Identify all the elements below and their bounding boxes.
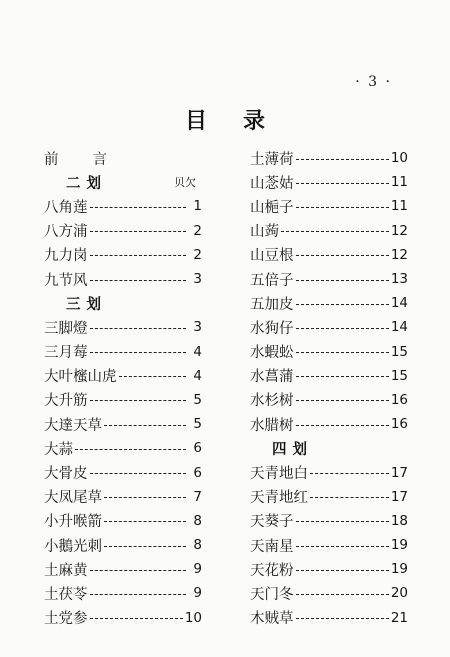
leader-dashes bbox=[90, 618, 183, 619]
toc-entry-page: 11 bbox=[390, 198, 408, 215]
toc-entry-page: 19 bbox=[390, 561, 408, 578]
leader-dashes bbox=[90, 400, 187, 401]
toc-entry-name: 山梔子 bbox=[250, 199, 294, 216]
toc-entry-page: 13 bbox=[390, 271, 408, 288]
toc-entry bbox=[250, 315, 408, 339]
toc-entry bbox=[250, 194, 408, 218]
leader-dashes bbox=[296, 521, 389, 522]
toc-left-column bbox=[44, 146, 202, 630]
toc-entry-name: 土薄荷 bbox=[250, 151, 294, 168]
toc-entry bbox=[250, 364, 408, 388]
toc-entry-name: 土党参 bbox=[44, 611, 88, 628]
leader-dashes bbox=[296, 546, 389, 547]
leader-dashes bbox=[296, 304, 389, 305]
toc-entry-page: 5 bbox=[193, 416, 202, 433]
toc-entry-page: 18 bbox=[390, 512, 408, 529]
toc-entry-name: 天青地红 bbox=[250, 490, 308, 507]
toc-entry-page: 5 bbox=[193, 391, 202, 408]
toc-entry-page: 2 bbox=[193, 222, 202, 239]
toc-preface-entry bbox=[44, 146, 202, 170]
toc-entry-page: 4 bbox=[193, 367, 202, 384]
toc-entry bbox=[250, 170, 408, 194]
toc-entry bbox=[250, 485, 408, 509]
leader-dashes bbox=[104, 497, 186, 498]
toc-entry-name: 水蝦蚣 bbox=[250, 345, 294, 362]
toc-entry-page: 6 bbox=[193, 464, 202, 481]
toc-right-column bbox=[250, 146, 408, 630]
toc-entry bbox=[250, 340, 408, 364]
toc-entry bbox=[250, 606, 408, 630]
leader-dashes bbox=[310, 473, 389, 474]
leader-dashes bbox=[119, 376, 187, 377]
toc-entry-name: 水狗仔 bbox=[250, 320, 294, 337]
leader-dashes bbox=[310, 497, 389, 498]
toc-entry-name: 天门冬 bbox=[250, 586, 294, 603]
heading-note: 贝欠 bbox=[174, 176, 196, 190]
toc-entry-name: 水菖蒲 bbox=[250, 369, 294, 386]
toc-entry-page: 16 bbox=[390, 416, 408, 433]
toc-entry-name: 五加皮 bbox=[250, 296, 294, 313]
leader-dashes bbox=[296, 400, 389, 401]
toc-entry bbox=[44, 509, 202, 533]
toc-entry bbox=[250, 557, 408, 581]
toc-entry-page: 10 bbox=[184, 609, 202, 626]
toc-entry-page: 4 bbox=[193, 343, 202, 360]
leader-dashes bbox=[296, 570, 389, 571]
leader-dashes bbox=[296, 207, 389, 208]
toc-entry-page: 9 bbox=[193, 561, 202, 578]
toc-entry-page: 8 bbox=[193, 512, 202, 529]
toc-entry-page: 19 bbox=[390, 537, 408, 554]
toc-entry bbox=[250, 412, 408, 436]
toc-entry-name: 前言 bbox=[44, 151, 141, 168]
toc-entry bbox=[44, 388, 202, 412]
toc-entry-page: 6 bbox=[193, 440, 202, 457]
toc-entry-page: 11 bbox=[390, 174, 408, 191]
toc-entry-name: 三脚燈 bbox=[44, 320, 88, 337]
toc-entry-page: 15 bbox=[390, 343, 408, 360]
toc-entry-name: 水腊树 bbox=[250, 417, 294, 434]
toc-entry-name: 大升筋 bbox=[44, 393, 88, 410]
toc-entry-name: 三月莓 bbox=[44, 345, 88, 362]
toc-entry-page: 2 bbox=[193, 246, 202, 263]
toc-entry-page: 15 bbox=[390, 367, 408, 384]
leader-dashes bbox=[296, 328, 389, 329]
toc-entry-name: 山豆根 bbox=[250, 248, 294, 265]
toc-entry-page: 20 bbox=[390, 585, 408, 602]
toc-entry bbox=[250, 581, 408, 605]
toc-entry bbox=[44, 485, 202, 509]
toc-entry-page: 10 bbox=[390, 150, 408, 167]
leader-dashes bbox=[296, 618, 389, 619]
toc-entry-name: 九节风 bbox=[44, 272, 88, 289]
leader-dashes bbox=[90, 280, 187, 281]
toc-entry-name: 大蒜 bbox=[44, 441, 73, 458]
toc-entry-name: 小升喉箭 bbox=[44, 514, 102, 531]
leader-dashes bbox=[296, 425, 389, 426]
toc-entry bbox=[250, 460, 408, 484]
toc-entry bbox=[44, 219, 202, 243]
toc-entry-name: 八方浦 bbox=[44, 224, 88, 241]
leader-dashes bbox=[281, 231, 389, 232]
leader-dashes bbox=[296, 352, 389, 353]
toc-entry-page: 3 bbox=[193, 271, 202, 288]
toc-entry-page: 8 bbox=[193, 537, 202, 554]
toc-entry bbox=[44, 267, 202, 291]
toc-entry-name: 水杉树 bbox=[250, 393, 294, 410]
toc-entry-page: 3 bbox=[193, 319, 202, 336]
leader-dashes bbox=[296, 376, 389, 377]
toc-entry bbox=[44, 194, 202, 218]
leader-dashes bbox=[90, 570, 187, 571]
toc-entry-page: 14 bbox=[390, 295, 408, 312]
toc-entry-page: 7 bbox=[193, 488, 202, 505]
leader-dashes bbox=[296, 159, 389, 160]
leader-dashes bbox=[90, 207, 187, 208]
page-title: 目录 bbox=[184, 108, 301, 134]
toc-entry bbox=[44, 412, 202, 436]
toc-entry-name: 天南星 bbox=[250, 538, 294, 555]
leader-dashes bbox=[104, 546, 186, 547]
leader-dashes bbox=[90, 473, 187, 474]
leader-dashes bbox=[90, 231, 187, 232]
toc-entry bbox=[250, 291, 408, 315]
leader-dashes bbox=[296, 255, 389, 256]
leader-dashes bbox=[90, 352, 187, 353]
toc-entry-page: 17 bbox=[390, 464, 408, 481]
toc-entry-name: 五倍子 bbox=[250, 272, 294, 289]
toc-entry-name: 二划 bbox=[66, 174, 107, 192]
toc-entry-name: 天青地白 bbox=[250, 466, 308, 483]
toc-entry-name: 九力岗 bbox=[44, 248, 88, 265]
toc-entry-name: 大達天草 bbox=[44, 417, 102, 434]
toc-entry bbox=[250, 243, 408, 267]
toc-entry-name: 三划 bbox=[66, 295, 107, 313]
toc-entry bbox=[44, 606, 202, 630]
toc-entry-name: 大凤尾草 bbox=[44, 490, 102, 507]
toc-entry bbox=[44, 581, 202, 605]
toc-entry bbox=[44, 315, 202, 339]
toc-entry-page: 9 bbox=[193, 585, 202, 602]
toc-entry bbox=[44, 436, 202, 460]
toc-entry bbox=[250, 267, 408, 291]
leader-dashes bbox=[90, 328, 187, 329]
toc-entry bbox=[44, 340, 202, 364]
toc-entry-name: 大叶櫁山虎 bbox=[44, 369, 117, 386]
toc-entry-name: 山菍姑 bbox=[250, 175, 294, 192]
leader-dashes bbox=[104, 425, 186, 426]
leader-dashes bbox=[296, 183, 389, 184]
toc-entry-name: 天花粉 bbox=[250, 562, 294, 579]
leader-dashes bbox=[296, 280, 389, 281]
toc-entry-name: 土麻黄 bbox=[44, 562, 88, 579]
toc-entry-name: 小鵝光刺 bbox=[44, 538, 102, 555]
toc-entry bbox=[250, 219, 408, 243]
toc-entry bbox=[44, 460, 202, 484]
toc-entry bbox=[250, 509, 408, 533]
toc-section-heading bbox=[44, 291, 202, 315]
toc-entry bbox=[250, 146, 408, 170]
toc-section-heading bbox=[250, 436, 408, 460]
toc-entry bbox=[44, 557, 202, 581]
toc-entry-page: 12 bbox=[390, 222, 408, 239]
toc-entry-name: 山蒟 bbox=[250, 224, 279, 241]
leader-dashes bbox=[296, 594, 389, 595]
page-number: · 3 · bbox=[355, 74, 392, 90]
toc-entry bbox=[44, 243, 202, 267]
toc-entry-page: 14 bbox=[390, 319, 408, 336]
toc-entry-name: 八角莲 bbox=[44, 199, 88, 216]
toc-entry-page: 17 bbox=[390, 488, 408, 505]
leader-dashes bbox=[104, 521, 186, 522]
toc-entry-name: 土茯苓 bbox=[44, 586, 88, 603]
toc-entry-page: 12 bbox=[390, 246, 408, 263]
leader-dashes bbox=[90, 255, 187, 256]
toc-entry-name: 天葵子 bbox=[250, 514, 294, 531]
toc-entry bbox=[44, 364, 202, 388]
toc-entry-name: 四划 bbox=[272, 440, 313, 458]
toc-entry-name: 木贼草 bbox=[250, 611, 294, 628]
toc-entry bbox=[250, 388, 408, 412]
toc-entry bbox=[250, 533, 408, 557]
toc-entry-page: 21 bbox=[390, 609, 408, 626]
leader-dashes bbox=[75, 449, 186, 450]
toc-entry-name: 大骨皮 bbox=[44, 466, 88, 483]
toc-entry bbox=[44, 533, 202, 557]
leader-dashes bbox=[90, 594, 187, 595]
toc-section-heading bbox=[44, 170, 202, 194]
toc-entry-page: 1 bbox=[193, 198, 202, 215]
toc-entry-page: 16 bbox=[390, 391, 408, 408]
